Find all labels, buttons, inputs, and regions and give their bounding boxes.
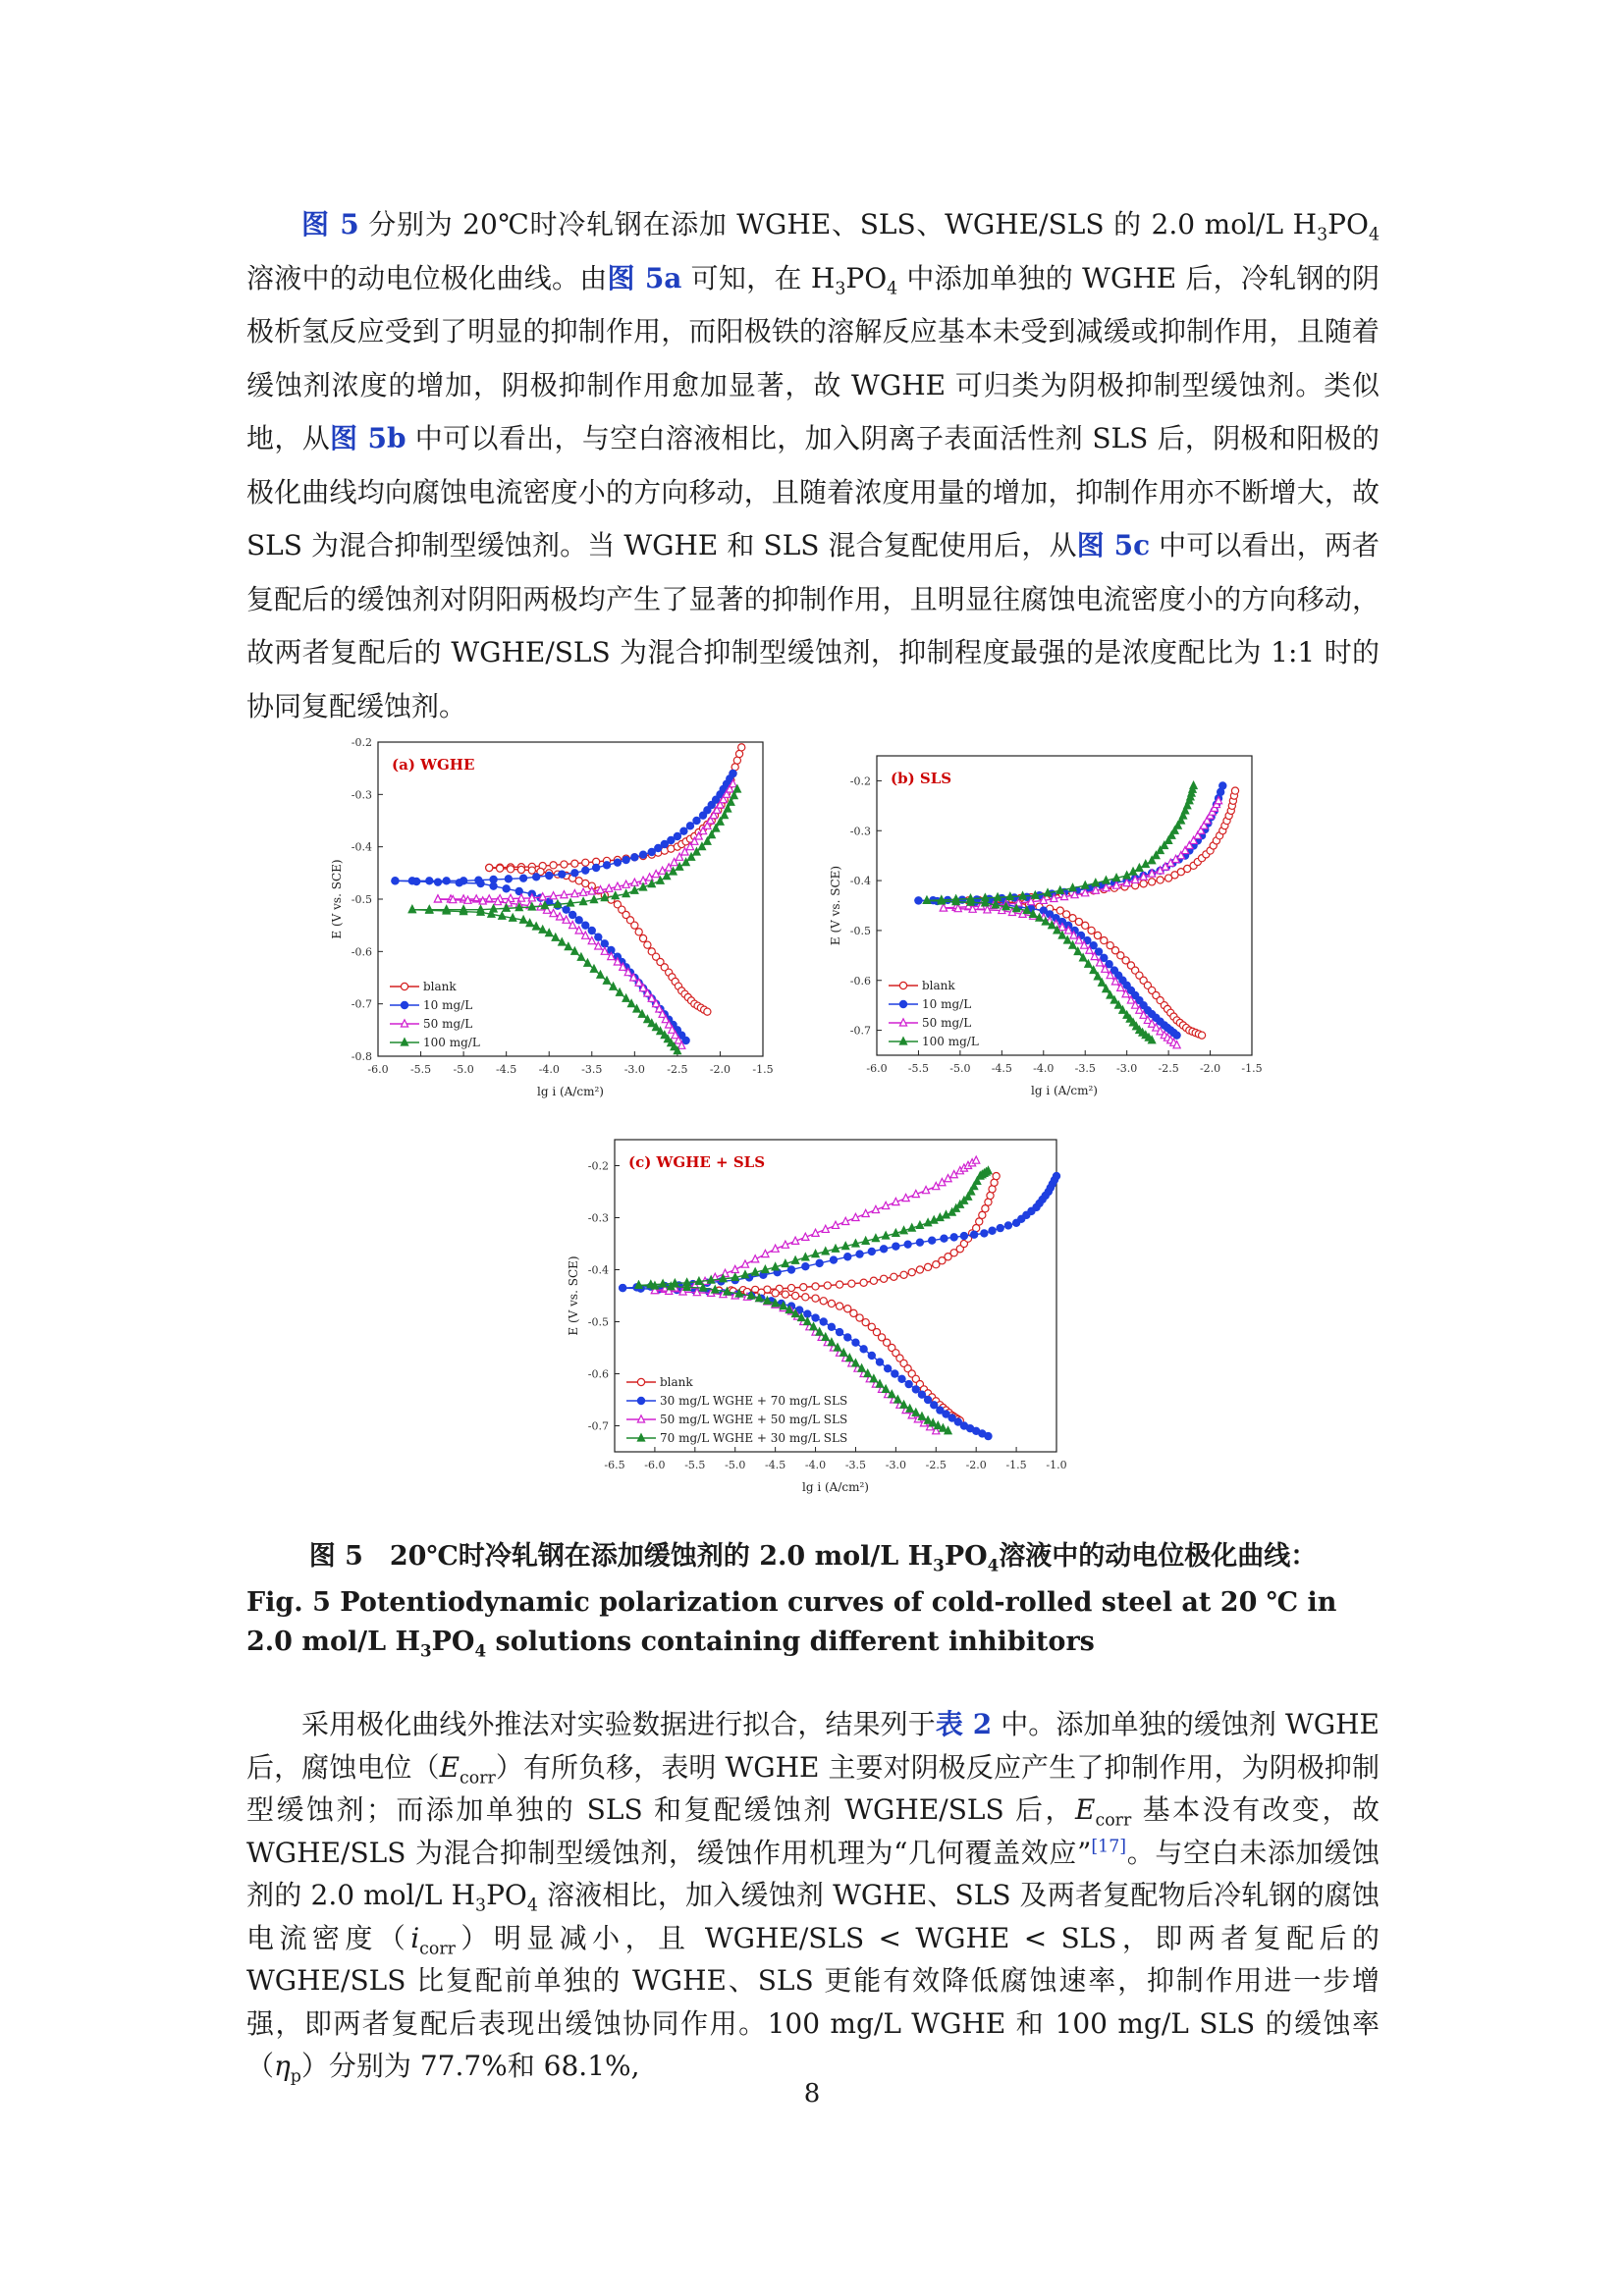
data-point [876,1359,883,1365]
series-line [918,786,1222,901]
legend-label: 10 mg/L [423,998,473,1012]
data-point [569,921,576,928]
data-point [860,1346,867,1353]
figure-caption-en: Fig. 5 Potentiodynamic polarization curves of cold-rolled steel at 20 ℃ in 2.0 mol/L $H_3PO_4$ solutions containing different inhibitors [246,1587,1337,1661]
data-point [1053,1173,1059,1180]
y-axis-label: E (V vs. SCE) [829,865,842,946]
data-point [490,882,497,889]
data-point [1090,942,1097,949]
data-point [791,1292,798,1299]
paragraph-1: 图 5 分别为 20℃时冷轧钢在添加 WGHE、SLS、WGHE/SLS 的 2.0 mol/L $H_3PO_4$ 溶液中的动电位极化曲线。由图 5a 可知，在 $H_3PO_4$ 中添加单独的 WGHE 后，冷轧钢的阴极析氢反应受到了明显的抑制作用，而阳极铁的溶解反应基本未受到减缓或抑制作用，且随着缓蚀剂浓度的增加，阴极抑制作用愈加显著，故 WGHE 可归类为阴极抑制型缓蚀剂。类似地，从图 5b 中可以看出，与空白溶液相比，加入阴离子表面活性剂 SLS 后，阴极和阳极的极化曲线均向腐蚀电流密度小的方向移动，且随着浓度用量的增加，抑制作用亦不断增大，故 SLS 为混合抑制型缓蚀剂。当 WGHE 和 SLS 混合复配使用后，从图 5c 中可以看出，两者复配后的缓蚀剂对阴阳两极均产生了显著的抑制作用，且明显往腐蚀电流密度小的方向移动，故两者复配后的 WGHE/SLS 为混合抑制型缓蚀剂，抑制程度最强的是浓度配比为 1:1 时的协同复配缓蚀剂。 [246,208,1380,722]
x-tick-label: -4.5 [765,1459,786,1471]
data-point [908,1269,915,1276]
data-point [973,1156,980,1163]
data-point [693,817,700,824]
data-point [655,844,662,851]
legend-label: 30 mg/L WGHE + 70 mg/L SLS [660,1394,848,1408]
y-tick-label: -0.3 [849,825,871,838]
data-point [505,876,512,882]
y-tick-label: -0.3 [351,788,372,802]
data-point [686,823,693,829]
table-ref-2[interactable]: 表 2 [935,1708,993,1740]
y-tick-label: -0.4 [587,1263,609,1277]
data-point [730,770,736,776]
data-point [517,866,524,873]
legend-marker [899,1000,906,1007]
y-tick-label: -0.3 [587,1211,609,1225]
data-point [931,1402,938,1409]
data-point [661,840,668,847]
y-tick-label: -0.6 [849,974,871,988]
data-point [1157,877,1164,883]
data-point [565,942,571,949]
data-point [802,1294,809,1301]
x-tick-label: -5.5 [907,1062,930,1075]
data-point [898,1375,905,1382]
data-point [582,867,589,874]
data-point [900,1271,907,1278]
data-point [824,1282,831,1289]
series-line [438,899,681,1045]
data-point [1140,881,1147,887]
data-point [880,1246,887,1253]
data-point [820,1298,827,1305]
data-point [682,1037,689,1043]
data-point [868,1248,875,1255]
y-tick-label: -0.5 [849,924,871,937]
data-point [569,911,576,918]
data-point [559,871,566,878]
y-tick-label: -0.4 [849,875,871,888]
series-line [968,900,1202,1035]
data-point [1101,936,1108,943]
data-point [993,1173,1000,1180]
data-point [812,1283,819,1290]
data-point [800,1284,807,1291]
x-tick-label: -4.5 [496,1063,517,1076]
x-tick-label: -2.0 [709,1063,731,1076]
data-point [443,878,450,884]
data-point [704,1008,711,1015]
data-point [856,1251,863,1257]
x-tick-label: -1.5 [1241,1062,1263,1075]
data-point [635,929,642,935]
data-point [918,1391,925,1398]
x-tick-label: -2.0 [965,1459,987,1471]
x-tick-label: -4.0 [804,1459,827,1471]
data-point [1231,787,1238,794]
x-tick-label: -3.5 [1074,1062,1096,1075]
x-tick-label: -3.5 [581,1063,603,1076]
data-point [868,1352,875,1359]
data-point [812,1314,819,1321]
chart-c [558,1132,1070,1515]
figure-ref-5[interactable]: 图 5 [301,208,359,240]
chart-a-svg [324,734,815,1122]
chart-b [823,748,1304,1113]
legend-label: 50 mg/L [922,1016,972,1030]
data-point [905,1381,912,1388]
legend-label: 50 mg/L [423,1017,473,1031]
data-point [546,872,553,879]
data-point [1082,922,1089,929]
data-point [820,1318,827,1325]
data-point [892,1370,898,1377]
data-point [985,1433,992,1440]
data-point [561,861,568,868]
data-point [582,859,589,866]
data-point [631,922,638,929]
figure-ref-5a[interactable]: 图 5a [607,261,682,294]
y-tick-label: -0.6 [587,1367,609,1381]
legend-label: 100 mg/L [423,1036,480,1049]
chart-b-svg [823,748,1304,1113]
y-tick-label: -0.5 [587,1315,609,1329]
x-tick-label: -5.0 [453,1063,474,1076]
data-point [519,875,526,881]
data-point [426,878,433,884]
x-tick-label: -3.0 [1116,1062,1138,1075]
page-number: 8 [803,2079,821,2109]
data-point [533,874,540,881]
data-point [620,1284,626,1291]
data-point [802,1263,809,1270]
data-point [904,1241,911,1248]
data-point [1173,1032,1180,1039]
data-point [929,1237,936,1244]
data-point [614,859,621,866]
x-tick-label: -3.0 [885,1459,906,1471]
series-0 [965,787,1239,1039]
legend-label: blank [660,1375,693,1389]
legend-marker [899,982,906,988]
y-tick-label: -0.2 [587,1159,609,1173]
data-point [639,934,646,941]
legend-label: 70 mg/L WGHE + 30 mg/L SLS [660,1431,848,1445]
data-point [528,867,535,874]
data-point [552,934,559,940]
data-point [507,866,514,873]
legend-marker [637,1397,644,1404]
y-tick-label: -0.7 [351,997,372,1011]
x-tick-label: -2.5 [1158,1062,1179,1075]
chart-c-svg [558,1132,1070,1515]
data-point [503,885,510,892]
data-point [1088,927,1095,934]
data-point [971,1231,978,1238]
chart-title: (c) WGHE + SLS [628,1153,766,1171]
x-tick-label: -5.5 [684,1459,706,1471]
data-point [848,1280,855,1287]
x-tick-label: -2.5 [667,1063,688,1076]
data-point [812,1295,819,1302]
figure-ref-5c[interactable]: 图 5c [1076,529,1151,561]
data-point [1149,879,1156,885]
data-point [782,1291,788,1298]
data-point [860,1279,867,1286]
data-point [497,865,504,872]
data-point [915,897,922,904]
legend-marker [401,983,407,989]
data-point [924,1396,931,1403]
data-point [559,938,566,945]
data-point [571,870,578,877]
x-tick-label: -3.0 [623,1063,645,1076]
data-point [571,947,578,954]
legend-label: 50 mg/L WGHE + 50 mg/L SLS [660,1413,848,1426]
y-tick-label: -0.2 [351,736,372,749]
x-tick-label: -2.0 [1199,1062,1221,1075]
citation-17[interactable]: [17] [1091,1837,1127,1857]
y-tick-label: -0.7 [587,1419,609,1433]
legend-label: blank [922,979,955,992]
x-tick-label: -4.0 [1033,1062,1055,1075]
data-point [912,1386,919,1393]
paragraph-2: 采用极化曲线外推法对实验数据进行拟合，结果列于表 2 中。添加单独的缓蚀剂 WGHE 后，腐蚀电位$(E_{corr})$有所负移，表明 WGHE 主要对阴极反应产生了抑制作用，为阴极抑制型缓蚀剂；而添加单独的 SLS 和复配缓蚀剂 WGHE/SLS 后，$E_{corr}$ 基本没有改变，故 WGHE/SLS 为混合抑制型缓蚀剂，缓蚀作用机理为“几何覆盖效应”[17]。与空白未添加缓蚀剂的 2.0 mol/L $H_3PO_4$ 溶液相比，加入缓蚀剂 WGHE、SLS 及两者复配物后冷轧钢的腐蚀电流密度$(i_{corr})$明显减小，且 WGHE/SLS < WGHE < SLS，即两者复配后的 WGHE/SLS 比复配前单独的 WGHE、SLS 更能有效降低腐蚀速率，抑制作用进一步增强，即两者复配后表现出缓蚀协同作用。100 mg/L WGHE 和 100 mg/L SLS 的缓蚀率$(\eta_p)$分别为 77.7%和 68.1%, [246,1708,1380,2087]
x-axis-label: lg i (A/cm²) [537,1085,604,1098]
data-point [1094,932,1101,938]
y-tick-label: -0.4 [351,840,372,854]
x-tick-label: -4.0 [538,1063,560,1076]
x-tick-label: -1.0 [1046,1459,1067,1471]
x-tick-label: -6.0 [367,1063,389,1076]
data-point [828,1323,835,1330]
data-point [595,934,602,940]
data-point [1219,782,1226,789]
data-point [563,906,569,913]
data-point [413,878,420,884]
data-point [1004,1222,1011,1229]
x-tick-label: -6.0 [866,1062,888,1075]
data-point [924,1263,931,1270]
data-point [434,879,441,885]
data-point [582,932,589,938]
data-point [603,862,610,869]
data-point [989,1227,996,1234]
data-point [916,1239,923,1246]
data-point [828,1300,835,1307]
x-tick-label: -1.5 [752,1063,774,1076]
data-point [997,1225,1003,1232]
data-point [960,1232,967,1239]
data-point [550,862,557,869]
data-point [668,836,675,843]
data-point [893,1243,899,1250]
data-point [880,1275,887,1282]
data-point [1095,948,1102,955]
data-point [456,880,462,886]
data-point [830,1256,837,1263]
data-point [981,1230,988,1237]
x-tick-label: -6.0 [644,1459,666,1471]
data-point [787,1284,794,1291]
data-point [836,1329,842,1336]
data-point [870,1277,877,1284]
data-point [623,856,629,863]
data-point [582,922,589,929]
data-point [816,1259,823,1266]
y-axis-label: E (V vs. SCE) [330,859,344,939]
data-point [593,864,600,871]
x-axis-label: lg i (A/cm²) [1031,1084,1098,1097]
legend-marker [637,1378,644,1385]
x-tick-label: -5.5 [409,1063,432,1076]
data-point [885,1365,892,1372]
data-point [916,1266,923,1273]
data-point [648,848,655,855]
figure-ref-5b[interactable]: 图 5b [330,422,406,454]
data-point [588,927,595,934]
data-point [571,860,578,867]
y-tick-label: -0.5 [351,893,372,906]
data-point [836,1281,842,1288]
x-tick-label: -3.5 [844,1459,867,1471]
data-point [575,927,582,934]
data-point [844,1334,851,1341]
data-point [639,851,646,858]
x-tick-label: -4.5 [991,1062,1012,1075]
data-point [1106,961,1112,968]
chart-title: (a) WGHE [392,756,475,774]
data-point [941,1235,947,1242]
y-tick-label: -0.8 [351,1050,372,1063]
legend-marker [401,1001,407,1008]
data-point [1101,954,1108,961]
x-tick-label: -5.0 [725,1459,746,1471]
data-point [680,828,687,834]
data-point [674,832,680,839]
legend-label: 10 mg/L [922,997,972,1011]
x-tick-label: -5.0 [949,1062,971,1075]
data-point [1198,1032,1205,1039]
x-tick-label: -1.5 [1005,1459,1027,1471]
data-point [477,880,484,886]
data-point [1190,781,1197,788]
x-axis-label: lg i (A/cm²) [802,1480,869,1494]
data-point [844,1254,851,1260]
y-tick-label: -0.7 [849,1024,871,1038]
legend-label: blank [423,980,457,993]
chart-title: (b) SLS [891,770,952,787]
data-point [631,854,638,861]
data-point [772,1290,779,1297]
data-point [392,878,399,884]
chart-a [324,734,815,1122]
data-point [836,1303,842,1309]
data-point [575,917,582,924]
data-point [950,1234,957,1241]
x-tick-label: -2.5 [925,1459,947,1471]
y-axis-label: E (V vs. SCE) [567,1255,580,1336]
data-point [486,864,493,871]
data-point [852,1339,859,1346]
data-point [644,941,651,948]
y-tick-label: -0.2 [849,774,871,788]
data-point [891,1273,897,1280]
y-tick-label: -0.6 [351,945,372,959]
data-point [738,744,745,751]
legend-label: 100 mg/L [922,1035,979,1048]
figure-caption-zh: 图 5 20℃时冷轧钢在添加缓蚀剂的 2.0 mol/L $H_3PO_4$溶液中的动电位极化曲线： [308,1541,1318,1575]
x-tick-label: -6.5 [604,1459,625,1471]
